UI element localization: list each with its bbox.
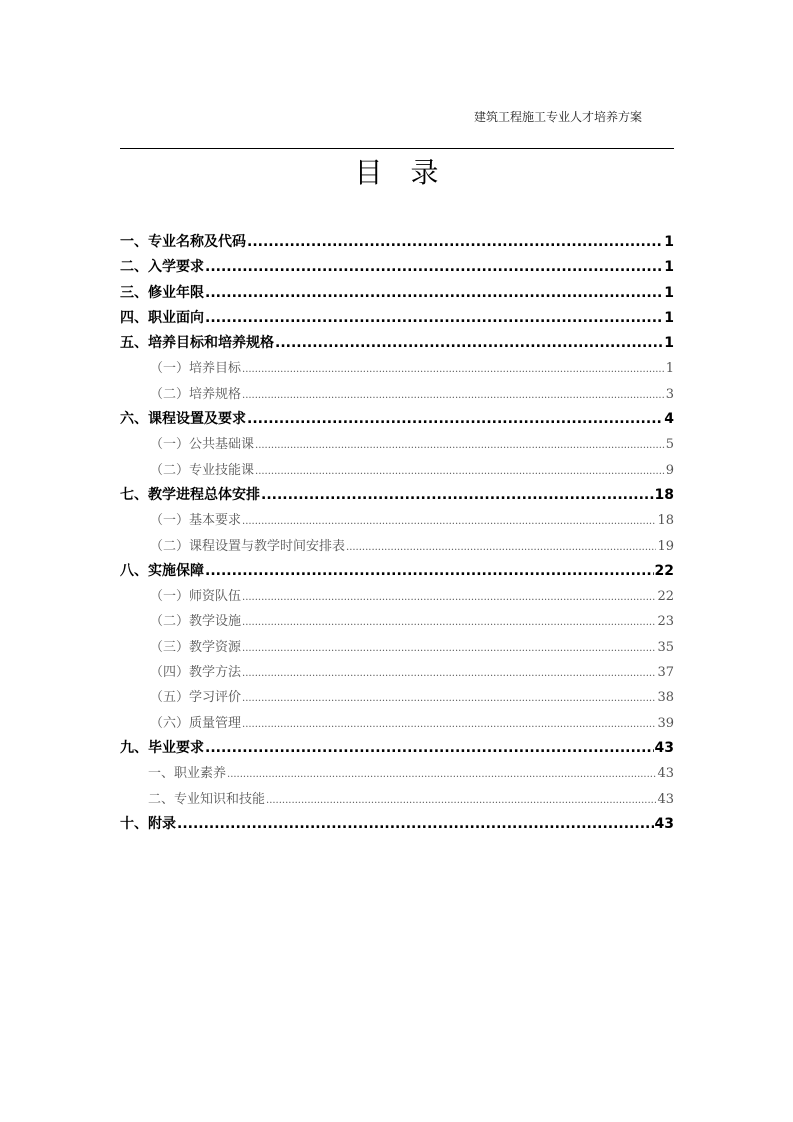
toc-dot-leader <box>242 719 656 730</box>
toc-dot-leader <box>266 795 656 806</box>
toc-dot-leader <box>346 542 656 553</box>
toc-entry[interactable] <box>120 231 674 256</box>
toc-entry-page: 1 <box>664 259 674 276</box>
toc-dot-leader <box>205 310 663 326</box>
toc-entry-label[interactable]: 九、毕业要求 <box>120 739 204 756</box>
running-header: 建筑工程施工专业人才培养方案 <box>473 110 642 124</box>
toc-entry-page: 1 <box>664 335 674 352</box>
toc-entry-label[interactable]: （二）专业技能课 <box>150 462 255 478</box>
toc-dot-leader <box>255 466 665 477</box>
toc-entry-label[interactable]: （六）质量管理 <box>150 715 242 731</box>
toc-entry-page: 22 <box>657 589 674 605</box>
toc-entry-page: 18 <box>654 486 674 503</box>
toc-dot-leader <box>227 769 656 780</box>
toc-entry-page: 19 <box>657 538 674 554</box>
toc-entry-label[interactable]: 八、实施保障 <box>120 562 204 579</box>
toc-entry-page: 1 <box>664 234 674 250</box>
toc-entry-label[interactable]: 十、附录 <box>120 815 176 832</box>
toc-dot-leader <box>242 364 665 375</box>
toc-entry-page: 43 <box>657 791 674 807</box>
toc-dot-leader <box>205 259 663 275</box>
toc-dot-leader <box>261 487 654 503</box>
toc-entry-label[interactable]: （一）公共基础课 <box>150 437 255 453</box>
toc-dot-leader <box>255 440 665 451</box>
toc-dot-leader <box>242 693 656 704</box>
toc-entry-page: 39 <box>657 715 674 731</box>
toc-entry[interactable] <box>120 459 674 484</box>
toc-entry[interactable] <box>120 762 674 787</box>
toc-entry-page: 1 <box>664 309 674 326</box>
toc-entry-label[interactable]: 七、教学进程总体安排 <box>120 486 260 503</box>
toc-entry-page: 9 <box>665 462 674 478</box>
toc-entry-page: 43 <box>657 766 674 782</box>
toc-dot-leader <box>242 643 656 654</box>
header-rule <box>120 148 674 149</box>
toc-entry[interactable] <box>120 610 674 635</box>
toc-entry-page: 37 <box>657 665 674 681</box>
toc-entry-label[interactable]: （二）教学设施 <box>150 614 242 630</box>
toc-dot-leader <box>275 335 663 351</box>
toc-entry[interactable] <box>120 433 674 458</box>
toc-entry[interactable] <box>120 686 674 711</box>
toc-entry[interactable] <box>120 535 674 560</box>
table-of-contents <box>120 231 674 838</box>
toc-dot-leader <box>242 390 665 401</box>
toc-entry-page: 4 <box>664 411 674 428</box>
toc-entry[interactable] <box>120 256 674 281</box>
toc-entry[interactable] <box>120 332 674 357</box>
toc-entry-label[interactable]: （一）师资队伍 <box>150 589 242 605</box>
toc-entry[interactable] <box>120 585 674 610</box>
toc-entry-label[interactable]: （四）教学方法 <box>150 665 242 681</box>
toc-entry-label[interactable]: （二）课程设置与教学时间安排表 <box>150 538 346 554</box>
toc-dot-leader <box>205 563 654 579</box>
toc-dot-leader <box>247 411 663 427</box>
toc-entry[interactable] <box>120 484 674 509</box>
toc-entry-page: 18 <box>657 513 674 529</box>
toc-entry-page: 1 <box>665 361 674 377</box>
toc-dot-leader <box>242 516 656 527</box>
toc-entry[interactable] <box>120 661 674 686</box>
toc-entry-page: 38 <box>657 690 674 706</box>
toc-entry-label[interactable]: 六、课程设置及要求 <box>120 411 246 428</box>
toc-entry[interactable] <box>120 307 674 332</box>
toc-entry-label[interactable]: 一、职业素养 <box>148 766 227 782</box>
toc-entry[interactable] <box>120 282 674 307</box>
toc-entry-page: 35 <box>657 639 674 655</box>
toc-entry-label[interactable]: （二）培养规格 <box>150 386 242 402</box>
toc-dot-leader <box>247 234 663 250</box>
toc-entry-page: 1 <box>664 284 674 301</box>
toc-entry-page: 5 <box>665 437 674 453</box>
toc-dot-leader <box>205 285 663 301</box>
toc-entry[interactable] <box>120 509 674 534</box>
toc-entry-page: 3 <box>665 386 674 402</box>
toc-entry-label[interactable]: 三、修业年限 <box>120 284 204 301</box>
toc-dot-leader <box>205 740 654 756</box>
toc-entry[interactable] <box>120 408 674 433</box>
toc-entry-label[interactable]: 五、培养目标和培养规格 <box>120 335 274 352</box>
toc-entry-label[interactable]: 一、专业名称及代码 <box>120 234 246 250</box>
toc-entry[interactable] <box>120 636 674 661</box>
toc-entry-label[interactable]: （一）培养目标 <box>150 361 242 377</box>
toc-entry[interactable] <box>120 357 674 382</box>
toc-entry-page: 43 <box>654 815 674 832</box>
toc-entry[interactable] <box>120 737 674 762</box>
toc-dot-leader <box>242 592 656 603</box>
toc-entry[interactable] <box>120 813 674 838</box>
toc-entry[interactable] <box>120 712 674 737</box>
page-title: 目录 <box>354 156 467 189</box>
toc-dot-leader <box>242 617 656 628</box>
toc-entry-label[interactable]: （五）学习评价 <box>150 690 242 706</box>
toc-entry-label[interactable]: 四、职业面向 <box>120 309 204 326</box>
toc-entry[interactable] <box>120 560 674 585</box>
toc-entry-label[interactable]: （一）基本要求 <box>150 513 242 529</box>
toc-entry-page: 22 <box>654 562 674 579</box>
toc-entry-label[interactable]: 二、入学要求 <box>120 259 204 276</box>
toc-entry[interactable] <box>120 383 674 408</box>
toc-entry-page: 23 <box>657 614 674 630</box>
toc-entry-label[interactable]: （三）教学资源 <box>150 639 242 655</box>
toc-dot-leader <box>177 816 654 832</box>
toc-entry[interactable] <box>120 788 674 813</box>
toc-dot-leader <box>242 668 656 679</box>
toc-entry-page: 43 <box>654 739 674 756</box>
toc-entry-label[interactable]: 二、专业知识和技能 <box>148 791 266 807</box>
